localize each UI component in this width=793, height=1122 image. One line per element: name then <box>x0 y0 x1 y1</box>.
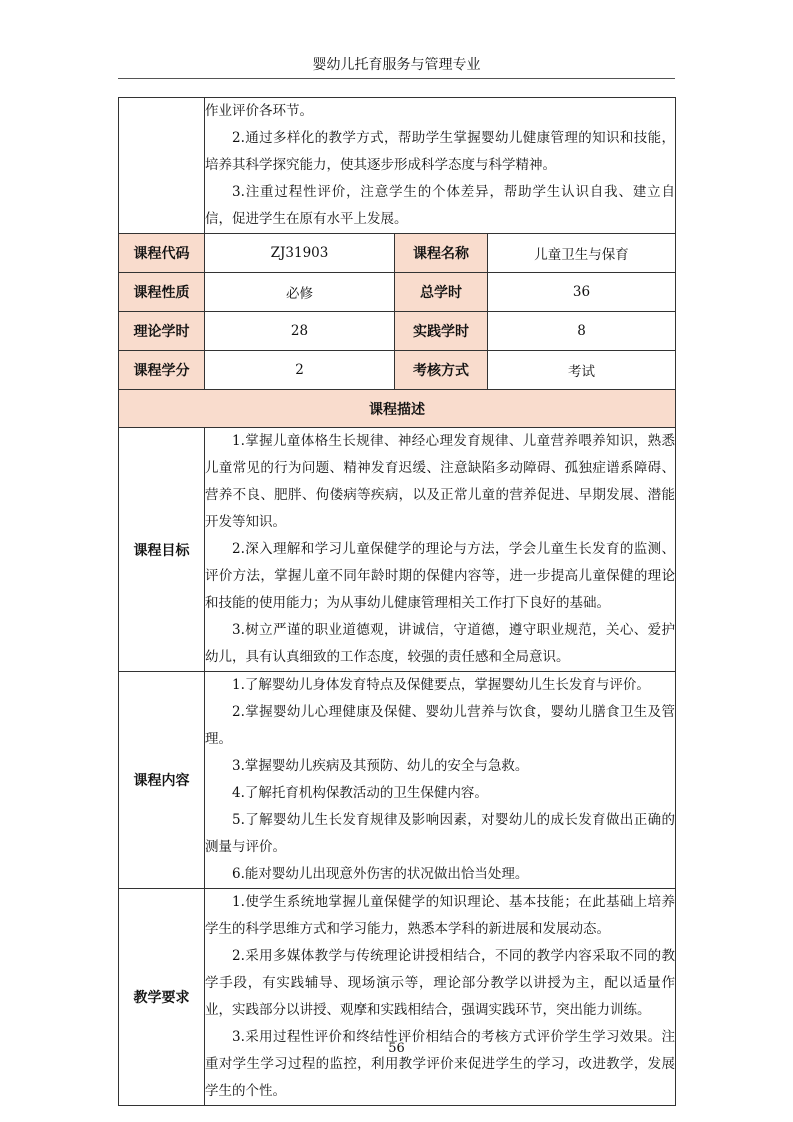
course-code-value: ZJ31903 <box>205 234 395 273</box>
course-table <box>118 97 676 1106</box>
assessment-label: 考核方式 <box>395 351 488 390</box>
course-name-value: 儿童卫生与保育 <box>488 234 676 273</box>
content-row <box>119 672 676 889</box>
credits-value: 2 <box>205 351 395 390</box>
intro-paragraph: 作业评价各环节。 <box>205 103 313 119</box>
course-nature-value: 必修 <box>205 273 395 312</box>
practice-hours-label: 实践学时 <box>395 312 488 351</box>
objectives-label: 课程目标 <box>119 428 205 672</box>
intro-paragraph: 3.注重过程性评价，注意学生的个体差异，帮助学生认识自我、建立自信，促进学生在原有水平上发展。 <box>205 184 676 227</box>
objectives-paragraph: 1.掌握儿童体格生长规律、神经心理发育规律、儿童营养喂养知识，熟悉儿童常见的行为问题、精神发育迟缓、注意缺陷多动障碍、孤独症谱系障碍、营养不良、肥胖、佝偻病等疾病，以及正常儿童的营养促进、早期发展、潜能开发等知识。 <box>205 433 676 530</box>
content-paragraph: 2.掌握婴幼儿心理健康及保健、婴幼儿营养与饮食，婴幼儿膳食卫生及管理。 <box>205 704 676 747</box>
intro-spacer-cell <box>119 98 205 234</box>
intro-text-cell <box>205 98 676 234</box>
credits-label: 课程学分 <box>119 351 205 390</box>
requirements-text-cell <box>205 889 676 1106</box>
content-paragraph: 4.了解托育机构保教活动的卫生保健内容。 <box>232 785 488 801</box>
requirements-paragraph: 3.采用过程性评价和终结性评价相结合的考核方式评价学生学习效果。注重对学生学习过程的监控，利用教学评价来促进学生的学习，改进教学，发展学生的个性。 <box>205 1029 676 1099</box>
info-row-credits <box>119 351 676 390</box>
practice-hours-value: 8 <box>488 312 676 351</box>
objectives-text-cell <box>205 428 676 672</box>
total-hours-value: 36 <box>488 273 676 312</box>
description-heading-row <box>119 390 676 428</box>
info-row-code <box>119 234 676 273</box>
course-description-heading: 课程描述 <box>119 390 676 428</box>
info-row-nature <box>119 273 676 312</box>
requirements-label: 教学要求 <box>119 889 205 1106</box>
objectives-paragraph: 3.树立严谨的职业道德观，讲诚信，守道德，遵守职业规范，关心、爱护幼儿，具有认真细致的工作态度，较强的责任感和全局意识。 <box>205 622 676 665</box>
intro-paragraph: 2.通过多样化的教学方式，帮助学生掌握婴幼儿健康管理的知识和技能，培养其科学探究能力，使其逐步形成科学态度与科学精神。 <box>205 130 676 173</box>
header-divider <box>118 78 675 79</box>
content-paragraph: 6.能对婴幼儿出现意外伤害的状况做出恰当处理。 <box>232 866 529 882</box>
objectives-paragraph: 2.深入理解和学习儿童保健学的理论与方法，学会儿童生长发育的监测、评价方法，掌握儿童不同年龄时期的保健内容等，进一步提高儿童保健的理论和技能的使用能力；为从事幼儿健康管理相关工作打下良好的基础。 <box>205 541 676 611</box>
content-label: 课程内容 <box>119 672 205 889</box>
course-code-label: 课程代码 <box>119 234 205 273</box>
requirements-row <box>119 889 676 1106</box>
page-number: 56 <box>388 1041 405 1056</box>
theory-hours-label: 理论学时 <box>119 312 205 351</box>
assessment-value: 考试 <box>488 351 676 390</box>
total-hours-label: 总学时 <box>395 273 488 312</box>
intro-row <box>119 98 676 234</box>
course-name-label: 课程名称 <box>395 234 488 273</box>
page-header-title: 婴幼儿托育服务与管理专业 <box>312 57 481 73</box>
content-paragraph: 1.了解婴幼儿身体发育特点及保健要点，掌握婴幼儿生长发育与评价。 <box>232 677 650 693</box>
requirements-paragraph: 2.采用多媒体教学与传统理论讲授相结合，不同的教学内容采取不同的教学手段，有实践辅导、现场演示等，理论部分教学以讲授为主，配以适量作业，实践部分以讲授、观摩和实践相结合，强调实践环节，突出能力训练。 <box>205 948 676 1018</box>
theory-hours-value: 28 <box>205 312 395 351</box>
objectives-row <box>119 428 676 672</box>
info-row-hours <box>119 312 676 351</box>
course-nature-label: 课程性质 <box>119 273 205 312</box>
content-paragraph: 5.了解婴幼儿生长发育规律及影响因素，对婴幼儿的成长发育做出正确的测量与评价。 <box>205 812 676 855</box>
requirements-paragraph: 1.使学生系统地掌握儿童保健学的知识理论、基本技能；在此基础上培养学生的科学思维方式和学习能力，熟悉本学科的新进展和发展动态。 <box>205 894 676 937</box>
content-paragraph: 3.掌握婴幼儿疾病及其预防、幼儿的安全与急救。 <box>232 758 529 774</box>
content-text-cell <box>205 672 676 889</box>
